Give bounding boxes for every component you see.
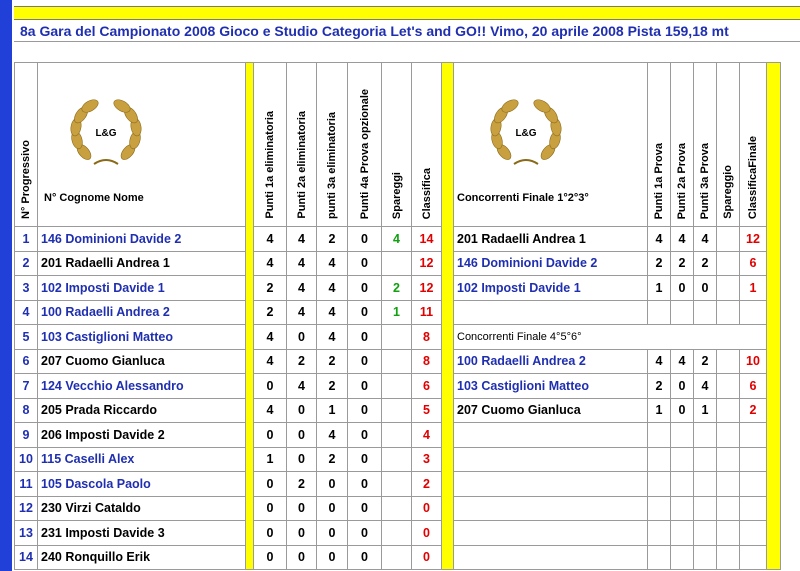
score-p3: 2	[317, 374, 348, 399]
score-classifica: 2	[412, 472, 442, 497]
final-classifica	[740, 496, 767, 521]
final-spareggio	[717, 251, 740, 276]
final-spareggio	[717, 398, 740, 423]
header-p2: Punti 2a eliminatoria	[287, 63, 317, 227]
table-row	[15, 447, 781, 472]
final-p3	[694, 423, 717, 448]
score-p3: 2	[317, 447, 348, 472]
row-number: 2	[15, 251, 38, 276]
score-p2: 4	[287, 227, 317, 252]
score-p3: 4	[317, 276, 348, 301]
score-p1: 0	[254, 472, 287, 497]
final-spareggio	[717, 300, 740, 325]
final-p1	[648, 496, 671, 521]
finalist-name	[454, 545, 648, 570]
score-classifica: 8	[412, 349, 442, 374]
final-p1	[648, 423, 671, 448]
score-classifica: 0	[412, 496, 442, 521]
final-p1	[648, 521, 671, 546]
row-number: 8	[15, 398, 38, 423]
score-classifica: 14	[412, 227, 442, 252]
competitor-name: 230 Virzi Cataldo	[38, 496, 246, 521]
final-spareggio	[717, 374, 740, 399]
score-spareggi	[382, 521, 412, 546]
final-p3: 4	[694, 374, 717, 399]
score-classifica: 0	[412, 545, 442, 570]
final-p1	[648, 447, 671, 472]
score-p4: 0	[348, 276, 382, 301]
score-p2: 0	[287, 447, 317, 472]
header-right-name-cell	[454, 63, 648, 227]
header-classifica: Classifica	[412, 63, 442, 227]
score-p3: 0	[317, 545, 348, 570]
row-number: 4	[15, 300, 38, 325]
score-p3: 2	[317, 349, 348, 374]
row-number: 13	[15, 521, 38, 546]
score-p1: 4	[254, 398, 287, 423]
final-p1: 4	[648, 227, 671, 252]
row-number: 14	[15, 545, 38, 570]
score-p1: 4	[254, 349, 287, 374]
table-row	[15, 276, 781, 301]
final-p2	[671, 496, 694, 521]
score-p1: 4	[254, 251, 287, 276]
final-classifica	[740, 300, 767, 325]
score-classifica: 12	[412, 251, 442, 276]
final-p2: 4	[671, 227, 694, 252]
final-p3	[694, 496, 717, 521]
header-progressivo: N° Progressivo	[15, 63, 38, 227]
sheet-title: 8a Gara del Campionato 2008 Gioco e Studio Categoria Let's and GO!! Vimo, 20 aprile 2008 Pista 159,18 mt	[14, 20, 800, 42]
score-p3: 4	[317, 251, 348, 276]
score-p2: 2	[287, 472, 317, 497]
final-p2: 0	[671, 276, 694, 301]
score-p1: 0	[254, 423, 287, 448]
final-classifica: 6	[740, 251, 767, 276]
final-p1	[648, 472, 671, 497]
final-p3	[694, 300, 717, 325]
competitor-name: 105 Dascola Paolo	[38, 472, 246, 497]
header-r-p2: Punti 2a Prova	[671, 63, 694, 227]
final-p1: 2	[648, 374, 671, 399]
final-spareggio	[717, 276, 740, 301]
row-number: 3	[15, 276, 38, 301]
final-p2	[671, 447, 694, 472]
score-spareggi	[382, 325, 412, 350]
final-p2: 0	[671, 374, 694, 399]
competitor-name: 231 Imposti Davide 3	[38, 521, 246, 546]
score-p4: 0	[348, 251, 382, 276]
score-p1: 1	[254, 447, 287, 472]
final-p3: 2	[694, 251, 717, 276]
final-p2	[671, 300, 694, 325]
final-classifica	[740, 423, 767, 448]
header-group1: Concorrenti Finale 1°2°3°	[457, 192, 589, 204]
final-spareggio	[717, 227, 740, 252]
final-p1: 2	[648, 251, 671, 276]
score-p4: 0	[348, 300, 382, 325]
score-p4: 0	[348, 227, 382, 252]
competitor-name: 103 Castiglioni Matteo	[38, 325, 246, 350]
score-p4: 0	[348, 447, 382, 472]
header-p1: Punti 1a eliminatoria	[254, 63, 287, 227]
competitor-name: 206 Imposti Davide 2	[38, 423, 246, 448]
yellow-separator-right	[767, 63, 781, 570]
score-spareggi	[382, 472, 412, 497]
competitor-name: 124 Vecchio Alessandro	[38, 374, 246, 399]
final-classifica: 6	[740, 374, 767, 399]
yellow-separator	[246, 63, 254, 570]
score-p4: 0	[348, 472, 382, 497]
header-r-p3: Punti 3a Prova	[694, 63, 717, 227]
score-p2: 0	[287, 521, 317, 546]
header-r-p1: Punti 1a Prova	[648, 63, 671, 227]
table-row	[15, 325, 781, 350]
score-p1: 2	[254, 276, 287, 301]
row-number: 11	[15, 472, 38, 497]
yellow-separator	[442, 63, 454, 570]
score-p4: 0	[348, 496, 382, 521]
score-p3: 4	[317, 300, 348, 325]
final-classifica	[740, 447, 767, 472]
final-spareggio	[717, 472, 740, 497]
score-p2: 4	[287, 276, 317, 301]
competitor-name: 146 Dominioni Davide 2	[38, 227, 246, 252]
final-p3: 1	[694, 398, 717, 423]
final-p2	[671, 423, 694, 448]
score-p2: 0	[287, 545, 317, 570]
score-spareggi	[382, 374, 412, 399]
score-spareggi: 4	[382, 227, 412, 252]
final-p3	[694, 521, 717, 546]
row-number: 7	[15, 374, 38, 399]
final-p2	[671, 472, 694, 497]
table-row	[15, 300, 781, 325]
table-row	[15, 545, 781, 570]
score-p3: 1	[317, 398, 348, 423]
score-classifica: 4	[412, 423, 442, 448]
competitor-name: 201 Radaelli Andrea 1	[38, 251, 246, 276]
finalist-name: 102 Imposti Davide 1	[454, 276, 648, 301]
score-p2: 0	[287, 325, 317, 350]
final-p1	[648, 545, 671, 570]
score-p4: 0	[348, 521, 382, 546]
score-p4: 0	[348, 423, 382, 448]
score-classifica: 11	[412, 300, 442, 325]
final-p2	[671, 545, 694, 570]
score-classifica: 0	[412, 521, 442, 546]
finalist-name: 103 Castiglioni Matteo	[454, 374, 648, 399]
score-spareggi	[382, 545, 412, 570]
final-p3: 4	[694, 227, 717, 252]
score-spareggi: 1	[382, 300, 412, 325]
final-p2: 4	[671, 349, 694, 374]
finalist-name: 201 Radaelli Andrea 1	[454, 227, 648, 252]
score-spareggi	[382, 349, 412, 374]
score-p1: 0	[254, 521, 287, 546]
final-p2: 2	[671, 251, 694, 276]
final-p3: 0	[694, 276, 717, 301]
final-p3	[694, 447, 717, 472]
finalist-name: 146 Dominioni Davide 2	[454, 251, 648, 276]
row-number: 6	[15, 349, 38, 374]
header-spareggi: Spareggi	[382, 63, 412, 227]
final-p1	[648, 300, 671, 325]
final-classifica	[740, 521, 767, 546]
final-p2: 0	[671, 398, 694, 423]
score-p2: 0	[287, 398, 317, 423]
top-yellow-bar	[14, 6, 800, 20]
finalist-name	[454, 423, 648, 448]
laurel-logo-right	[486, 94, 566, 174]
finalist-name	[454, 447, 648, 472]
table-row	[15, 251, 781, 276]
score-classifica: 3	[412, 447, 442, 472]
score-p2: 2	[287, 349, 317, 374]
header-row	[15, 63, 781, 227]
final-p3: 2	[694, 349, 717, 374]
score-spareggi	[382, 251, 412, 276]
final-classifica: 10	[740, 349, 767, 374]
table-row	[15, 374, 781, 399]
score-p3: 4	[317, 325, 348, 350]
finalist-name: 207 Cuomo Gianluca	[454, 398, 648, 423]
laurel-logo	[66, 94, 146, 174]
results-table	[14, 62, 781, 570]
score-p2: 4	[287, 251, 317, 276]
logo-text: L&G	[95, 128, 117, 139]
score-p1: 2	[254, 300, 287, 325]
table-row	[15, 423, 781, 448]
score-classifica: 6	[412, 374, 442, 399]
row-number: 12	[15, 496, 38, 521]
final-spareggio	[717, 423, 740, 448]
logo-text: L&G	[515, 128, 537, 139]
row-number: 5	[15, 325, 38, 350]
finalist-name: 100 Radaelli Andrea 2	[454, 349, 648, 374]
finalist-name	[454, 496, 648, 521]
score-p4: 0	[348, 374, 382, 399]
score-p2: 0	[287, 423, 317, 448]
finalist-name	[454, 472, 648, 497]
score-spareggi	[382, 423, 412, 448]
score-spareggi: 2	[382, 276, 412, 301]
header-name: N° Cognome Nome	[44, 192, 144, 204]
final-spareggio	[717, 521, 740, 546]
final-p3	[694, 545, 717, 570]
competitor-name: 205 Prada Riccardo	[38, 398, 246, 423]
row-number: 9	[15, 423, 38, 448]
table-row	[15, 496, 781, 521]
score-p3: 2	[317, 227, 348, 252]
score-classifica: 8	[412, 325, 442, 350]
competitor-name: 240 Ronquillo Erik	[38, 545, 246, 570]
final-p1: 4	[648, 349, 671, 374]
final-classifica: 1	[740, 276, 767, 301]
score-p4: 0	[348, 349, 382, 374]
score-p2: 4	[287, 374, 317, 399]
final-p3	[694, 472, 717, 497]
score-spareggi	[382, 496, 412, 521]
left-blue-bar	[0, 0, 12, 571]
score-p3: 0	[317, 496, 348, 521]
row-number: 10	[15, 447, 38, 472]
header-r-spareggio: Spareggio	[717, 63, 740, 227]
final-classifica: 12	[740, 227, 767, 252]
header-p3: punti 3a eliminatoria	[317, 63, 348, 227]
finalist-name	[454, 521, 648, 546]
score-classifica: 12	[412, 276, 442, 301]
score-p1: 0	[254, 374, 287, 399]
header-p4: Punti 4a Prova opzionale	[348, 63, 382, 227]
table-row	[15, 521, 781, 546]
table-row	[15, 227, 781, 252]
score-p4: 0	[348, 325, 382, 350]
final-spareggio	[717, 349, 740, 374]
final-classifica: 2	[740, 398, 767, 423]
row-number: 1	[15, 227, 38, 252]
final-spareggio	[717, 447, 740, 472]
final-p2	[671, 521, 694, 546]
header-name-cell	[38, 63, 246, 227]
score-spareggi	[382, 398, 412, 423]
table-row	[15, 349, 781, 374]
score-p2: 0	[287, 496, 317, 521]
score-p1: 0	[254, 545, 287, 570]
score-spareggi	[382, 447, 412, 472]
finalist-name	[454, 300, 648, 325]
score-p4: 0	[348, 398, 382, 423]
group-label: Concorrenti Finale 4°5°6°	[454, 325, 767, 350]
final-spareggio	[717, 496, 740, 521]
header-r-classifica: ClassificaFinale	[740, 63, 767, 227]
competitor-name: 115 Caselli Alex	[38, 447, 246, 472]
score-p3: 4	[317, 423, 348, 448]
table-row	[15, 472, 781, 497]
score-p4: 0	[348, 545, 382, 570]
final-classifica	[740, 472, 767, 497]
final-p1: 1	[648, 276, 671, 301]
table-row	[15, 398, 781, 423]
final-spareggio	[717, 545, 740, 570]
score-classifica: 5	[412, 398, 442, 423]
final-p1: 1	[648, 398, 671, 423]
competitor-name: 207 Cuomo Gianluca	[38, 349, 246, 374]
score-p3: 0	[317, 472, 348, 497]
competitor-name: 100 Radaelli Andrea 2	[38, 300, 246, 325]
final-classifica	[740, 545, 767, 570]
score-p1: 0	[254, 496, 287, 521]
competitor-name: 102 Imposti Davide 1	[38, 276, 246, 301]
score-p3: 0	[317, 521, 348, 546]
score-p2: 4	[287, 300, 317, 325]
score-p1: 4	[254, 227, 287, 252]
score-p1: 4	[254, 325, 287, 350]
